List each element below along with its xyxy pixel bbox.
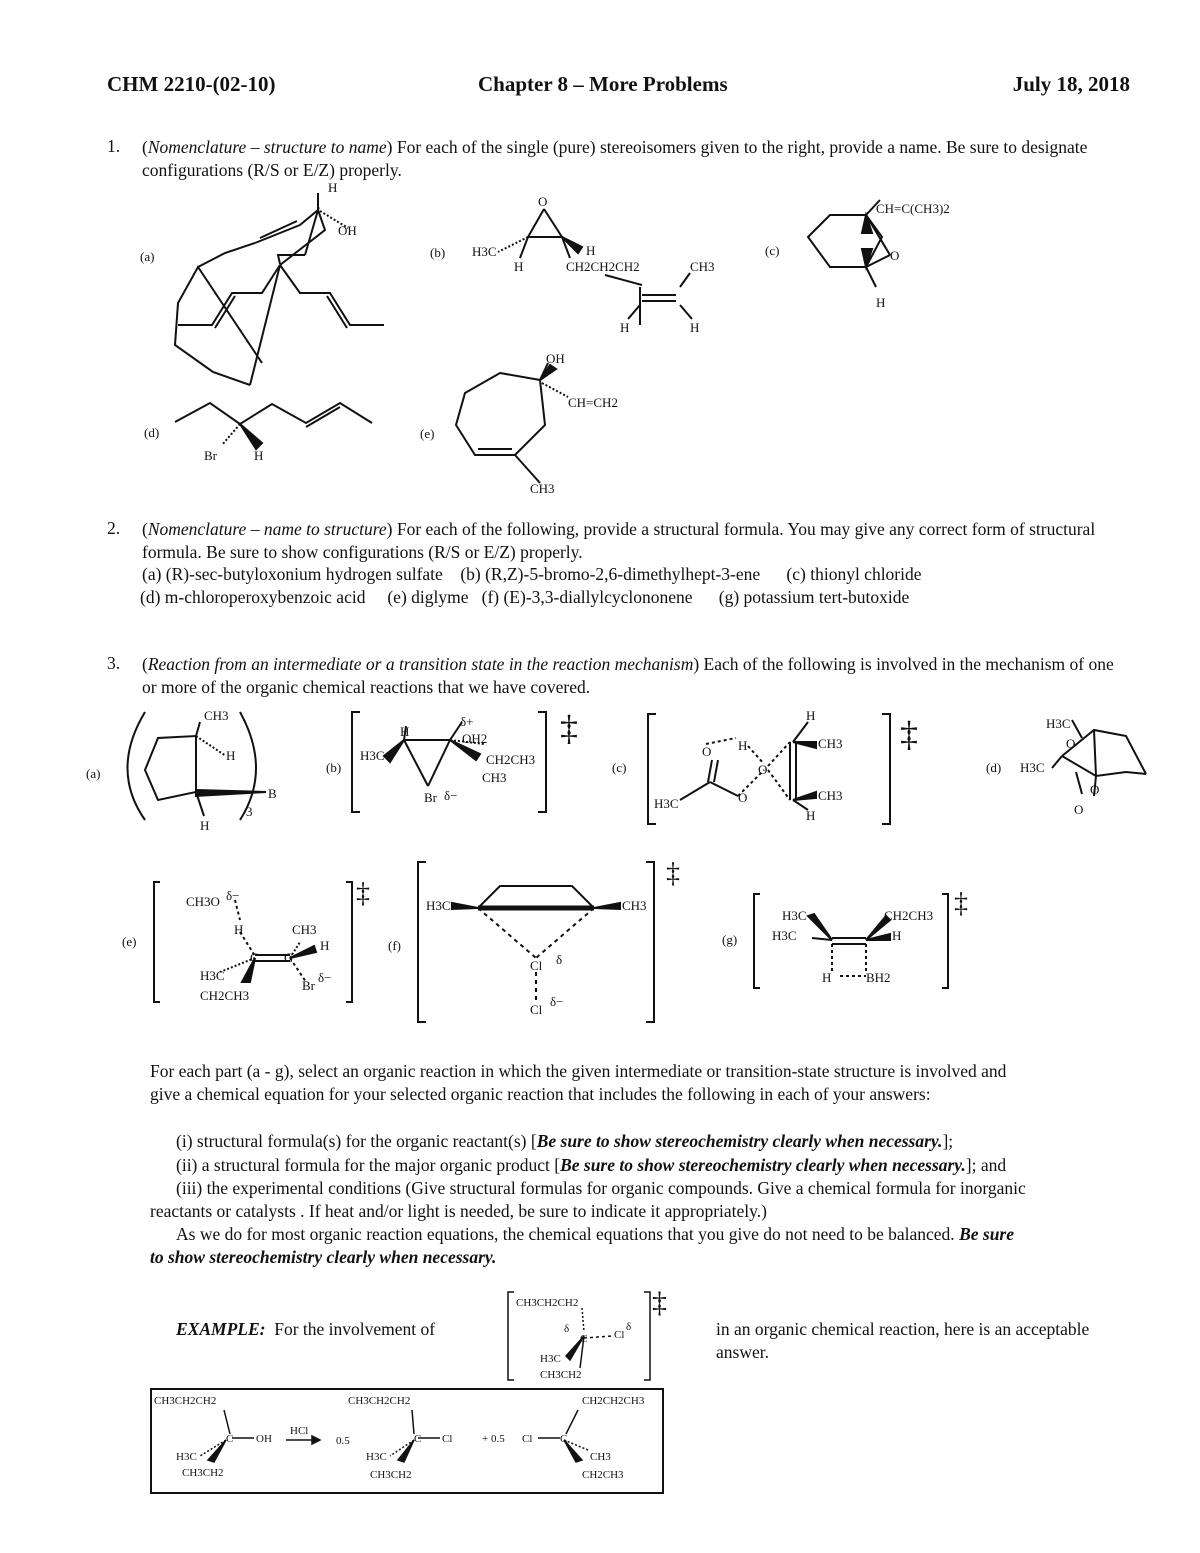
q3-label-b: (b) xyxy=(326,760,342,775)
q3-label-f: (f) xyxy=(388,938,401,953)
ex-p2-c: C xyxy=(560,1433,568,1445)
q1d-br: Br xyxy=(204,448,217,463)
q1-label-a: (a) xyxy=(140,249,155,264)
q1e-oh: OH xyxy=(546,351,565,366)
q1c-sub: CH=C(CH3)2 xyxy=(876,201,950,216)
q3g-h3c1: H3C xyxy=(782,908,807,923)
q3-item-i-post: ]; xyxy=(942,1131,954,1151)
q2-item-d: (d) m-chloroperoxybenzoic acid xyxy=(140,587,366,607)
q2-prompt: (Nomenclature – name to structure) For each of the following, provide a structural formula. You may give any correct form of structural formula. Be sure to show configurations (R/S or E/Z) properly. xyxy=(142,519,1096,562)
page-date: July 18, 2018 xyxy=(1012,72,1130,96)
ex-p1-top: CH3CH2CH2 xyxy=(348,1395,411,1407)
q3-item-i xyxy=(176,1130,1136,1153)
q2-items-line1 xyxy=(142,563,922,586)
ex-p1-c: C xyxy=(414,1433,422,1445)
q3a-ch3: CH3 xyxy=(204,708,229,723)
q2-item-c: (c) thionyl chloride xyxy=(786,564,922,584)
q3-item-ii-post: ]; and xyxy=(965,1155,1007,1175)
q3-label-g: (g) xyxy=(722,932,738,947)
q3a-h1: H xyxy=(226,748,236,763)
q1-label-e: (e) xyxy=(420,426,435,441)
example-ts-cl: Cl xyxy=(614,1329,625,1341)
q3-instructions: For each part (a - g), select an organic reaction in which the given intermediate or transition-state structure is involved and give a chemical equation for your selected organic reaction that includes the following in each of your answers: xyxy=(150,1061,1007,1104)
example-ts-dagger: ‡ xyxy=(652,1286,667,1319)
q3c-o1: O xyxy=(702,744,712,759)
q2-item-f: (f) (E)-3,3-diallylcyclononene xyxy=(481,587,693,607)
q3e-h3c: H3C xyxy=(200,968,225,983)
q3-structures xyxy=(0,700,1200,1040)
q1e-ch3: CH3 xyxy=(530,481,555,496)
q3f-d2: δ− xyxy=(550,994,564,1009)
q3e-c1: C xyxy=(250,950,259,965)
example-ts-bottom: CH3CH2 xyxy=(540,1369,582,1381)
ex-r-oh: OH xyxy=(256,1433,272,1445)
ex-p2-bottom: CH2CH3 xyxy=(582,1469,624,1481)
q1b-h1: H xyxy=(514,259,524,274)
q3g-h: H xyxy=(892,928,902,943)
q3e-br: Br xyxy=(302,978,315,993)
q3c-h: H xyxy=(738,738,748,753)
page-title: Chapter 8 – More Problems xyxy=(478,72,728,96)
q3-label-e: (e) xyxy=(122,934,137,949)
q3d-h3c2: H3C xyxy=(1020,760,1045,775)
q1b-h3: H xyxy=(620,320,630,335)
q3c-o2: O xyxy=(758,762,768,777)
q1-prompt: (Nomenclature – structure to name) For each of the single (pure) stereoisomers given to the right, provide a name. Be sure to designate configurations (R/S or E/Z) properly. xyxy=(142,137,1088,180)
q3g-h2: H xyxy=(822,970,832,985)
q3-balance-bold: Be sure to show stereochemistry clearly when necessary. xyxy=(150,1224,1014,1267)
q2-item-g: (g) potassium tert-butoxide xyxy=(718,587,910,607)
example-text-after: in an organic chemical reaction, here is an acceptable answer. xyxy=(716,1319,1090,1362)
q3-balance-text: As we do for most organic reaction equations, the chemical equations that you give do not need to be balanced. xyxy=(176,1224,955,1244)
ex-r-bottom: CH3CH2 xyxy=(182,1467,224,1479)
q3f-cl2: Cl xyxy=(530,1002,543,1017)
q3b-h: H xyxy=(400,724,410,739)
q3b-dagger: ‡ xyxy=(560,708,578,748)
ex-p2-top: CH2CH2CH3 xyxy=(582,1395,645,1407)
ex-p2-ch3: CH3 xyxy=(590,1451,611,1463)
q1-label-c: (c) xyxy=(765,243,780,258)
q3e-dminus: δ− xyxy=(226,888,240,903)
q3b-ch3: CH3 xyxy=(482,770,507,785)
q3e-och3: CH3O xyxy=(186,894,220,909)
q3b-br: Br xyxy=(424,790,437,805)
q3e-dagger: ‡ xyxy=(356,878,370,909)
q3c-hb: H xyxy=(806,708,816,723)
q3f-h3c: H3C xyxy=(426,898,451,913)
q3b-dplus: δ+ xyxy=(460,714,474,729)
example-ts-h3c: H3C xyxy=(540,1353,561,1365)
q3-balance xyxy=(150,1223,1030,1268)
example-answer-box xyxy=(150,1388,664,1494)
example-label: EXAMPLE: xyxy=(176,1319,266,1339)
q3-item-iii: (iii) the experimental conditions (Give structural formulas for organic compounds. Give a chemical formula for inorganic reactants or catalysts . If heat and/or light is needed, be sure to indicate it appropriately.) xyxy=(150,1178,1026,1221)
q3-item-ii-pre: (ii) a structural formula for the major organic product [ xyxy=(176,1155,561,1175)
q3d-o3: O xyxy=(1074,802,1084,817)
q3d-o1: O xyxy=(1066,736,1076,751)
q1a-h: H xyxy=(328,180,338,195)
q1-label-d: (d) xyxy=(144,425,160,440)
ex-p2-cl: Cl xyxy=(522,1433,533,1445)
q2-items-line2 xyxy=(140,586,909,609)
ex-plus: + 0.5 xyxy=(482,1433,505,1445)
q3f-dagger: ‡ xyxy=(666,858,680,889)
q3b-dminus: δ− xyxy=(444,788,458,803)
q1a-oh: OH xyxy=(338,223,357,238)
example-ts-top: CH3CH2CH2 xyxy=(516,1297,579,1309)
example-answer xyxy=(152,1390,662,1492)
q3b-oh2: OH2 xyxy=(462,731,488,746)
q3a-h2: H xyxy=(200,818,210,833)
q3c-dagger: ‡ xyxy=(900,714,918,754)
ex-p1-bottom: CH3CH2 xyxy=(370,1469,412,1481)
q3-item-ii xyxy=(176,1154,1136,1177)
q3-number: 3. xyxy=(107,653,121,673)
q3d-h3c1: H3C xyxy=(1046,716,1071,731)
q3-text: Each of the following is involved in the mechanism of one or more of the organic chemical reactions that we have covered. xyxy=(142,654,1114,697)
q3c-hc: H xyxy=(806,808,816,823)
q3-topic: Reaction from an intermediate or a transition state in the reaction mechanism xyxy=(147,654,694,674)
q3g-et: CH2CH3 xyxy=(884,908,934,923)
course-code: CHM 2210-(02-10) xyxy=(107,72,276,96)
ex-reagent: HCl xyxy=(290,1425,309,1437)
q3f-cl: Cl xyxy=(530,958,543,973)
q3a-b: B xyxy=(268,786,277,801)
q3e-dminus2: δ− xyxy=(318,970,332,985)
q2-text: For each of the following, provide a structural formula. You may give any correct form of structural formula. Be sure to show configurations (R/S or E/Z) properly. xyxy=(142,519,1096,562)
example-ts-c: C xyxy=(580,1333,588,1345)
ex-r-c: C xyxy=(226,1433,234,1445)
q1b-chain: CH2CH2CH2 xyxy=(566,259,640,274)
q3a-3: 3 xyxy=(246,804,253,819)
ex-coef1: 0.5 xyxy=(336,1435,350,1447)
q3b-h3c: H3C xyxy=(360,748,385,763)
ex-r-top: CH3CH2CH2 xyxy=(154,1395,217,1407)
q2-item-a: (a) (R)-sec-butyloxonium hydrogen sulfate xyxy=(142,564,443,584)
q1-topic: Nomenclature – structure to name xyxy=(147,137,387,157)
q1b-o: O xyxy=(538,194,548,209)
q3c-o3: O xyxy=(738,790,748,805)
q3-label-c: (c) xyxy=(612,760,627,775)
q1-text: For each of the single (pure) stereoisomers given to the right, provide a name. Be sure to designate configurations (R/S or E/Z) properly. xyxy=(142,137,1088,180)
ex-r-h3c: H3C xyxy=(176,1451,197,1463)
q3d-o2: O xyxy=(1090,782,1100,797)
q1c-h: H xyxy=(876,295,886,310)
q3-item-ii-bold: Be sure to show stereochemistry clearly when necessary. xyxy=(560,1155,966,1175)
q1d-h: H xyxy=(254,448,264,463)
q1-label-b: (b) xyxy=(430,245,446,260)
q3-item-i-bold: Be sure to show stereochemistry clearly when necessary. xyxy=(536,1131,943,1151)
example-intro xyxy=(176,1318,435,1341)
example-ts xyxy=(500,1286,700,1386)
q2-item-b: (b) (R,Z)-5-bromo-2,6-dimethylhept-3-ene xyxy=(460,564,761,584)
example-ts-d2: δ xyxy=(626,1321,632,1333)
ex-p1-h3c: H3C xyxy=(366,1451,387,1463)
q3f-ch3: CH3 xyxy=(622,898,647,913)
q3e-et: CH2CH3 xyxy=(200,988,250,1003)
q2-topic: Nomenclature – name to structure xyxy=(147,519,387,539)
q1b-ch3: CH3 xyxy=(690,259,715,274)
q1c-o: O xyxy=(890,248,900,263)
q3g-bh2: BH2 xyxy=(866,970,891,985)
q3b-et: CH2CH3 xyxy=(486,752,536,767)
q1e-vinyl: CH=CH2 xyxy=(568,395,618,410)
q3e-c2: C xyxy=(284,950,293,965)
q3g-h3c2: H3C xyxy=(772,928,797,943)
q3e-ch3: CH3 xyxy=(292,922,317,937)
q3c-h3c: H3C xyxy=(654,796,679,811)
example-text-before: For the involvement of xyxy=(274,1319,436,1339)
q3f-d1: δ xyxy=(556,952,563,967)
q2-number: 2. xyxy=(107,518,121,538)
q3g-dagger: ‡ xyxy=(954,888,968,919)
q1b-h2: H xyxy=(586,243,596,258)
q1b-h3c: H3C xyxy=(472,244,497,259)
q3-prompt: (Reaction from an intermediate or a transition state in the reaction mechanism) Each of the following is involved in the mechanism of one or more of the organic chemical reactions that we have covered. xyxy=(142,654,1114,697)
example-ts-d1: δ xyxy=(564,1323,570,1335)
q3c-ch3a: CH3 xyxy=(818,736,843,751)
q1-structures xyxy=(0,175,1200,505)
q3c-ch3b: CH3 xyxy=(818,788,843,803)
q3e-h: H xyxy=(234,922,244,937)
q1-number: 1. xyxy=(107,136,121,156)
q3-label-a: (a) xyxy=(86,766,101,781)
q3-label-d: (d) xyxy=(986,760,1002,775)
q2-item-e: (e) diglyme xyxy=(387,587,469,607)
q3-item-i-pre: (i) structural formula(s) for the organic reactant(s) [ xyxy=(176,1131,537,1151)
q3e-h2: H xyxy=(320,938,330,953)
q1b-h4: H xyxy=(690,320,700,335)
ex-p1-cl: Cl xyxy=(442,1433,453,1445)
